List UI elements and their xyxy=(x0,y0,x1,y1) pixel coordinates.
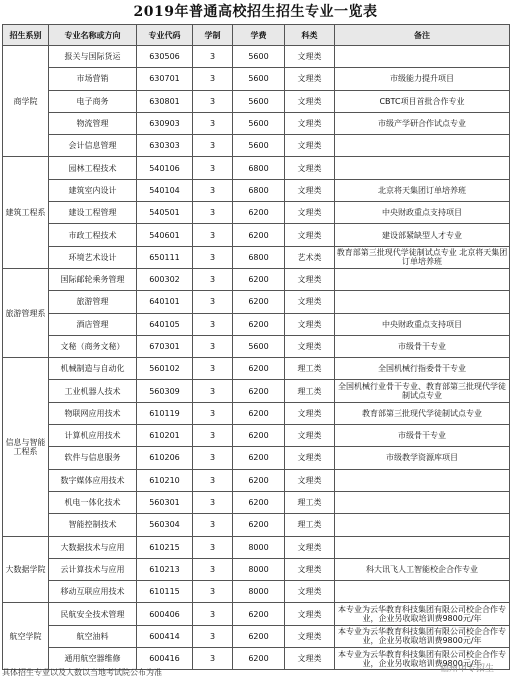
fee-cell: 6200 xyxy=(233,358,285,380)
header-note: 备注 xyxy=(335,25,510,46)
table-row xyxy=(3,268,510,290)
category-cell: 文理类 xyxy=(285,581,335,603)
major-cell: 文秘（商务文秘） xyxy=(49,335,137,357)
table-row xyxy=(3,68,510,90)
note-cell: 教育部第三批现代学徒制试点专业 xyxy=(335,402,510,424)
category-cell: 理工类 xyxy=(285,380,335,402)
major-cell: 物联网应用技术 xyxy=(49,402,137,424)
years-cell: 3 xyxy=(193,246,233,268)
years-cell: 3 xyxy=(193,648,233,670)
table-row xyxy=(3,202,510,224)
code-cell: 560102 xyxy=(137,358,193,380)
table-row xyxy=(3,135,510,157)
note-cell: 本专业为云华教育科技集团有限公司校企合作专业，企业另收取培训费9800元/年 xyxy=(335,603,510,625)
fee-cell: 6200 xyxy=(233,268,285,290)
note-cell: 全国机械行指委骨干专业 xyxy=(335,358,510,380)
table-row xyxy=(3,291,510,313)
major-cell: 工业机器人技术 xyxy=(49,380,137,402)
note-cell xyxy=(335,514,510,536)
table-row xyxy=(3,46,510,68)
code-cell: 540106 xyxy=(137,157,193,179)
fee-cell: 6200 xyxy=(233,291,285,313)
table-row xyxy=(3,447,510,469)
years-cell: 3 xyxy=(193,358,233,380)
category-cell: 文理类 xyxy=(285,268,335,290)
major-cell: 机电一体化技术 xyxy=(49,491,137,513)
code-cell: 560309 xyxy=(137,380,193,402)
years-cell: 3 xyxy=(193,157,233,179)
note-cell: CBTC项目首批合作专业 xyxy=(335,90,510,112)
category-cell: 文理类 xyxy=(285,402,335,424)
major-cell: 市场营销 xyxy=(49,68,137,90)
years-cell: 3 xyxy=(193,112,233,134)
major-cell: 旅游管理 xyxy=(49,291,137,313)
note-cell: 中央财政重点支持项目 xyxy=(335,202,510,224)
table-row xyxy=(3,625,510,647)
fee-cell: 6200 xyxy=(233,425,285,447)
code-cell: 610206 xyxy=(137,447,193,469)
table-row xyxy=(3,558,510,580)
years-cell: 3 xyxy=(193,625,233,647)
table-row xyxy=(3,425,510,447)
category-cell: 文理类 xyxy=(285,335,335,357)
years-cell: 3 xyxy=(193,291,233,313)
category-cell: 文理类 xyxy=(285,291,335,313)
fee-cell: 6200 xyxy=(233,224,285,246)
major-cell: 通用航空器维修 xyxy=(49,648,137,670)
major-cell: 数字媒体应用技术 xyxy=(49,469,137,491)
fee-cell: 6200 xyxy=(233,514,285,536)
department-cell: 旅游管理系 xyxy=(3,268,49,357)
fee-cell: 8000 xyxy=(233,536,285,558)
code-cell: 610215 xyxy=(137,536,193,558)
table-row xyxy=(3,90,510,112)
category-cell: 文理类 xyxy=(285,112,335,134)
code-cell: 630303 xyxy=(137,135,193,157)
major-cell: 民航安全技术管理 xyxy=(49,603,137,625)
code-cell: 600302 xyxy=(137,268,193,290)
major-cell: 园林工程技术 xyxy=(49,157,137,179)
category-cell: 文理类 xyxy=(285,179,335,201)
major-cell: 物流管理 xyxy=(49,112,137,134)
table-row xyxy=(3,536,510,558)
years-cell: 3 xyxy=(193,135,233,157)
category-cell: 理工类 xyxy=(285,491,335,513)
note-cell: 本专业为云华教育科技集团有限公司校企合作专业，企业另收取培训费9800元/年 xyxy=(335,625,510,647)
major-cell: 计算机应用技术 xyxy=(49,425,137,447)
department-cell: 建筑工程系 xyxy=(3,157,49,268)
fee-cell: 5600 xyxy=(233,90,285,112)
major-cell: 大数据技术与应用 xyxy=(49,536,137,558)
table-row xyxy=(3,112,510,134)
major-cell: 电子商务 xyxy=(49,90,137,112)
category-cell: 文理类 xyxy=(285,603,335,625)
years-cell: 3 xyxy=(193,447,233,469)
fee-cell: 6200 xyxy=(233,625,285,647)
category-cell: 文理类 xyxy=(285,558,335,580)
years-cell: 3 xyxy=(193,425,233,447)
years-cell: 3 xyxy=(193,514,233,536)
watermark: 福州中专招生 xyxy=(440,664,495,674)
note-cell: 全国机械行业骨干专业、教育部第三批现代学徒制试点专业 xyxy=(335,380,510,402)
code-cell: 600416 xyxy=(137,648,193,670)
fee-cell: 6800 xyxy=(233,179,285,201)
years-cell: 3 xyxy=(193,402,233,424)
majors-table xyxy=(2,24,510,670)
table-row xyxy=(3,358,510,380)
note-cell: 北京将天集团订单培养班 xyxy=(335,179,510,201)
years-cell: 3 xyxy=(193,68,233,90)
table-row xyxy=(3,402,510,424)
code-cell: 540501 xyxy=(137,202,193,224)
major-cell: 建筑室内设计 xyxy=(49,179,137,201)
major-cell: 酒店管理 xyxy=(49,313,137,335)
department-cell: 信息与智能工程系 xyxy=(3,358,49,536)
table-row xyxy=(3,469,510,491)
code-cell: 630903 xyxy=(137,112,193,134)
years-cell: 3 xyxy=(193,224,233,246)
fee-cell: 5600 xyxy=(233,68,285,90)
category-cell: 文理类 xyxy=(285,469,335,491)
department-cell: 航空学院 xyxy=(3,603,49,670)
years-cell: 3 xyxy=(193,313,233,335)
code-cell: 630701 xyxy=(137,68,193,90)
note-cell xyxy=(335,581,510,603)
years-cell: 3 xyxy=(193,179,233,201)
major-cell: 会计信息管理 xyxy=(49,135,137,157)
code-cell: 630506 xyxy=(137,46,193,68)
code-cell: 610119 xyxy=(137,402,193,424)
category-cell: 文理类 xyxy=(285,202,335,224)
note-cell xyxy=(335,268,510,290)
category-cell: 艺术类 xyxy=(285,246,335,268)
fee-cell: 8000 xyxy=(233,581,285,603)
major-cell: 环境艺术设计 xyxy=(49,246,137,268)
code-cell: 630801 xyxy=(137,90,193,112)
table-row xyxy=(3,224,510,246)
header-code: 专业代码 xyxy=(137,25,193,46)
fee-cell: 5600 xyxy=(233,112,285,134)
category-cell: 文理类 xyxy=(285,625,335,647)
table-row xyxy=(3,514,510,536)
years-cell: 3 xyxy=(193,603,233,625)
fee-cell: 6200 xyxy=(233,202,285,224)
code-cell: 560301 xyxy=(137,491,193,513)
category-cell: 文理类 xyxy=(285,425,335,447)
note-cell: 建设部紧缺型人才专业 xyxy=(335,224,510,246)
department-cell: 商学院 xyxy=(3,46,49,157)
code-cell: 610213 xyxy=(137,558,193,580)
code-cell: 610115 xyxy=(137,581,193,603)
code-cell: 640101 xyxy=(137,291,193,313)
category-cell: 文理类 xyxy=(285,157,335,179)
years-cell: 3 xyxy=(193,469,233,491)
code-cell: 640105 xyxy=(137,313,193,335)
note-cell xyxy=(335,536,510,558)
note-cell xyxy=(335,491,510,513)
note-cell xyxy=(335,157,510,179)
fee-cell: 6200 xyxy=(233,313,285,335)
code-cell: 670301 xyxy=(137,335,193,357)
fee-cell: 6200 xyxy=(233,603,285,625)
fee-cell: 8000 xyxy=(233,558,285,580)
note-cell: 市级能力提升项目 xyxy=(335,68,510,90)
note-cell: 市级教学资源库项目 xyxy=(335,447,510,469)
table-row xyxy=(3,380,510,402)
major-cell: 云计算技术与应用 xyxy=(49,558,137,580)
code-cell: 650111 xyxy=(137,246,193,268)
table-row xyxy=(3,313,510,335)
note-cell: 市级骨干专业 xyxy=(335,425,510,447)
category-cell: 文理类 xyxy=(285,90,335,112)
fee-cell: 5600 xyxy=(233,46,285,68)
note-cell: 市级产学研合作试点专业 xyxy=(335,112,510,134)
fee-cell: 6200 xyxy=(233,447,285,469)
major-cell: 市政工程技术 xyxy=(49,224,137,246)
fee-cell: 6200 xyxy=(233,380,285,402)
footnote: 具体招生专业以及人数以当地考试院公布为准 xyxy=(2,668,162,677)
table-row xyxy=(3,157,510,179)
category-cell: 文理类 xyxy=(285,536,335,558)
major-cell: 软件与信息服务 xyxy=(49,447,137,469)
note-cell: 教育部第三批现代学徒制试点专业 北京将天集团订单培养班 xyxy=(335,246,510,268)
major-cell: 报关与国际货运 xyxy=(49,46,137,68)
code-cell: 540601 xyxy=(137,224,193,246)
category-cell: 文理类 xyxy=(285,648,335,670)
note-cell: 科大讯飞人工智能校企合作专业 xyxy=(335,558,510,580)
category-cell: 理工类 xyxy=(285,358,335,380)
note-cell xyxy=(335,291,510,313)
years-cell: 3 xyxy=(193,536,233,558)
table-row xyxy=(3,246,510,268)
major-cell: 移动互联应用技术 xyxy=(49,581,137,603)
header-major: 专业名称或方向 xyxy=(49,25,137,46)
note-cell xyxy=(335,46,510,68)
code-cell: 540104 xyxy=(137,179,193,201)
category-cell: 理工类 xyxy=(285,514,335,536)
table-row xyxy=(3,335,510,357)
years-cell: 3 xyxy=(193,90,233,112)
fee-cell: 6200 xyxy=(233,491,285,513)
fee-cell: 6200 xyxy=(233,648,285,670)
code-cell: 560304 xyxy=(137,514,193,536)
fee-cell: 5600 xyxy=(233,135,285,157)
years-cell: 3 xyxy=(193,202,233,224)
table-row xyxy=(3,491,510,513)
years-cell: 3 xyxy=(193,268,233,290)
table-row xyxy=(3,179,510,201)
years-cell: 3 xyxy=(193,380,233,402)
years-cell: 3 xyxy=(193,581,233,603)
note-cell xyxy=(335,469,510,491)
years-cell: 3 xyxy=(193,558,233,580)
major-cell: 国际邮轮乘务管理 xyxy=(49,268,137,290)
note-cell: 市级骨干专业 xyxy=(335,335,510,357)
major-cell: 航空油料 xyxy=(49,625,137,647)
category-cell: 文理类 xyxy=(285,224,335,246)
header-row xyxy=(3,25,510,46)
category-cell: 文理类 xyxy=(285,46,335,68)
department-cell: 大数据学院 xyxy=(3,536,49,603)
note-cell xyxy=(335,135,510,157)
fee-cell: 6800 xyxy=(233,157,285,179)
note-cell: 中央财政重点支持项目 xyxy=(335,313,510,335)
years-cell: 3 xyxy=(193,335,233,357)
fee-cell: 5600 xyxy=(233,335,285,357)
page-title: 2019年普通高校招生招生专业一览表 xyxy=(133,4,378,20)
category-cell: 文理类 xyxy=(285,135,335,157)
fee-cell: 6800 xyxy=(233,246,285,268)
header-department: 招生系别 xyxy=(3,25,49,46)
major-cell: 智能控制技术 xyxy=(49,514,137,536)
fee-cell: 6200 xyxy=(233,402,285,424)
category-cell: 文理类 xyxy=(285,68,335,90)
header-years: 学制 xyxy=(193,25,233,46)
category-cell: 文理类 xyxy=(285,313,335,335)
category-cell: 文理类 xyxy=(285,447,335,469)
years-cell: 3 xyxy=(193,46,233,68)
note-cell: 本专业为云华教育科技集团有限公司校企合作专业，企业另收取培训费9800元/年 xyxy=(335,648,510,670)
code-cell: 610210 xyxy=(137,469,193,491)
code-cell: 600406 xyxy=(137,603,193,625)
table-row xyxy=(3,603,510,625)
header-fee: 学费 xyxy=(233,25,285,46)
fee-cell: 6200 xyxy=(233,469,285,491)
code-cell: 610201 xyxy=(137,425,193,447)
major-cell: 建设工程管理 xyxy=(49,202,137,224)
major-cell: 机械制造与自动化 xyxy=(49,358,137,380)
years-cell: 3 xyxy=(193,491,233,513)
table-row xyxy=(3,581,510,603)
header-category: 科类 xyxy=(285,25,335,46)
code-cell: 600414 xyxy=(137,625,193,647)
